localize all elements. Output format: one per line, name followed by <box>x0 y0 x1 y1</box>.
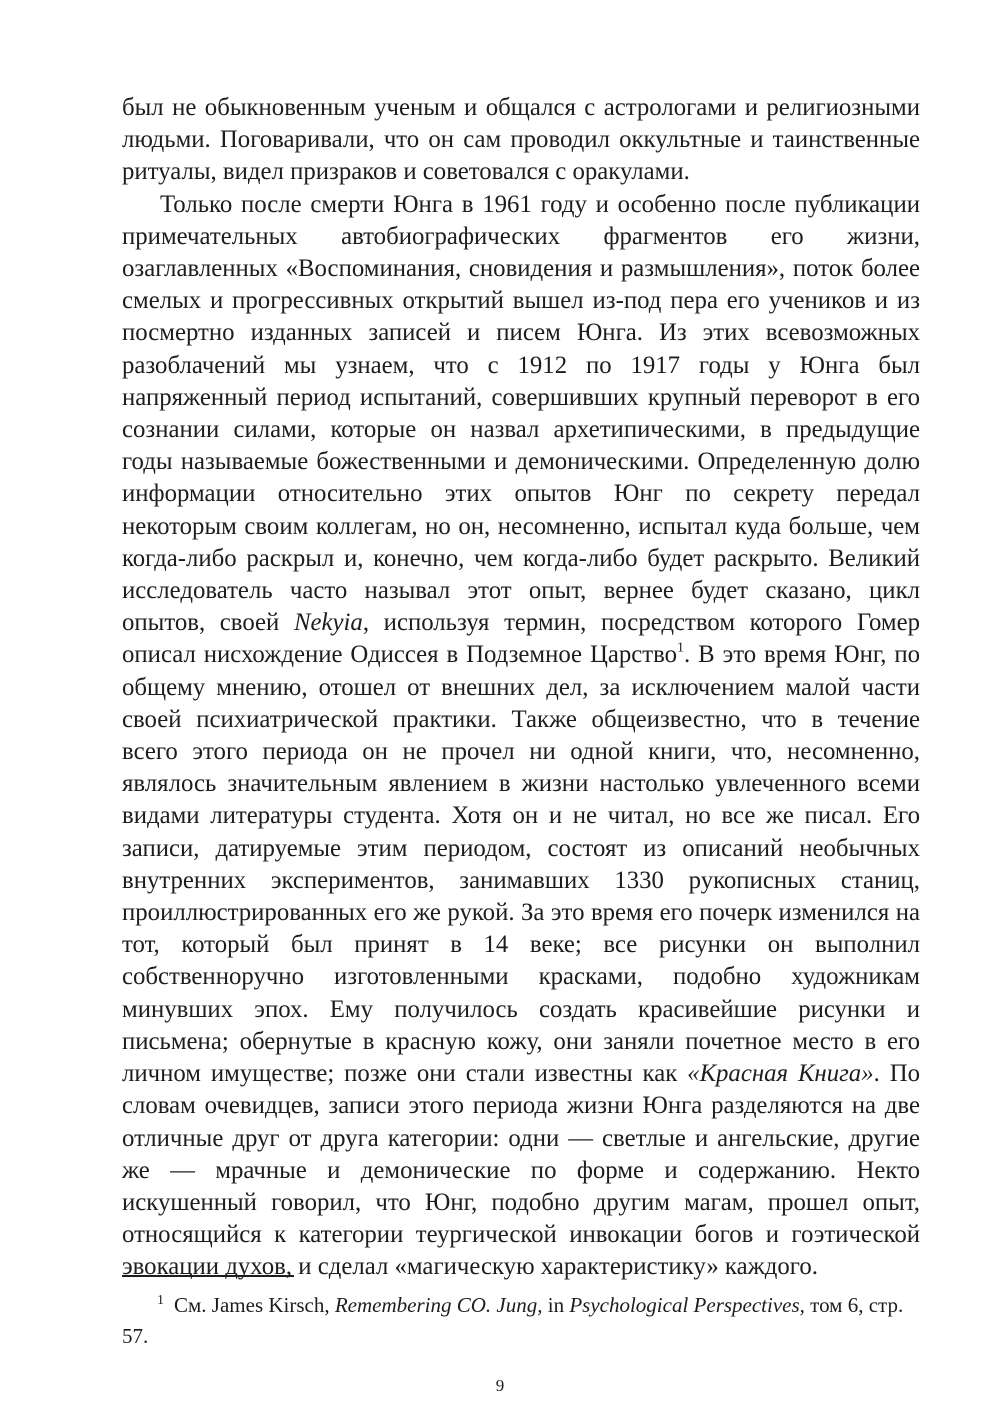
paragraph-2 <box>122 189 920 1284</box>
footnote-reference: 1 <box>677 640 685 656</box>
red-book-title: «Красная Книга» <box>687 1060 874 1088</box>
footnote: 1 См. James Kirsch, Remembering CO. Jung, in Psychological Perspectives, том 6, стр. 57. <box>122 1293 904 1348</box>
paragraph-2-text-b: , используя термин, посредством которого Гомер описал нисхождение Одиссея в Подземное Царство <box>122 609 920 669</box>
footnote-text-c: том 6, стр. 57. <box>122 1293 904 1348</box>
paragraph-2-text-a: Только после смерти Юнга в 1961 году и особенно после публикации примечательных автобиографических фрагментов его жизни, озаглавленных «Воспоминания, сновидения и размышления», поток более смелых и прогрессивных открытий вышел из-под пера его учеников и из посмертно изданных записей и писем Юнга. Из этих всевозможных разоблачений мы узнаем, что с 1912 по 1917 годы у Юнга был напряженный период испытаний, совершивших крупный переворот в его сознании силами, которые он назвал архетипическими, в предыдущие годы называемые божественными и демоническими. Определенную долю информации относительно этих опытов Юнг по секрету передал некоторым своим коллегам, но он, несомненно, испытал куда больше, чем когда-либо раскрыл и, конечно, чем когда-либо будет раскрыто. Великий исследователь часто называл этот опыт, вернее будет сказано, цикл опытов, своей <box>122 190 920 637</box>
paragraph-2-text-c: . В это время Юнг, по общему мнению, отошел от внешних дел, за исключением малой части своей психиатрической практики. Также общеизвестно, что в течение всего этого периода он не прочел ни одной книги, что, несомненно, являлось значительным явлением в жизни настолько увлеченного всеми видами литературы студента. Хотя он и не читал, но все же писал. Его записи, датируемые этим периодом, состоят из описаний необычных внутренних экспериментов, занимавших 1330 рукописных станиц, проиллюстрированных его же рукой. За это время его почерк изменился на тот, который был принят в 14 веке; все рисунки он выполнил собственноручно изготовленными красками, подобно художникам минувших эпох. Ему получилось создать красивейшие рисунки и письмена; обернутые в красную кожу, они заняли почетное место в его личном имуществе; позже они стали известны как <box>122 641 921 1088</box>
paragraph-2-text-d: . По словам очевидцев, записи этого периода жизни Юнга разделяются на две отличные друг от друга категории: одни — светлые и ангельские, другие же — мрачные и демонические по форме и содержанию. Некто искушенный говорил, что Юнг, подобно другим магам, прошел опыт, относящийся к категории теургической инвокации богов и гоэтической эвокации духов, и сделал «магическую характеристику» каждого. <box>122 1060 921 1281</box>
paragraph-1 <box>122 92 920 189</box>
footnote-text-a: См. James Kirsch, <box>174 1293 335 1317</box>
footnote-text-b: in <box>542 1293 570 1317</box>
footnote-journal: Psychological Perspectives, <box>569 1293 805 1317</box>
footnote-separator <box>122 1275 294 1277</box>
footnote-title: Remembering CO. Jung, <box>334 1293 543 1317</box>
page-number: 9 <box>495 1376 505 1395</box>
paragraph-1-text: был не обыкновенным ученым и общался с астрологами и религиозными людьми. Поговаривали, что он сам проводил оккультные и таинственные ритуалы, видел призраков и советовался с оракулами. <box>122 94 920 186</box>
nekyia-term: Nekyia <box>293 609 363 637</box>
main-text <box>122 92 920 1284</box>
